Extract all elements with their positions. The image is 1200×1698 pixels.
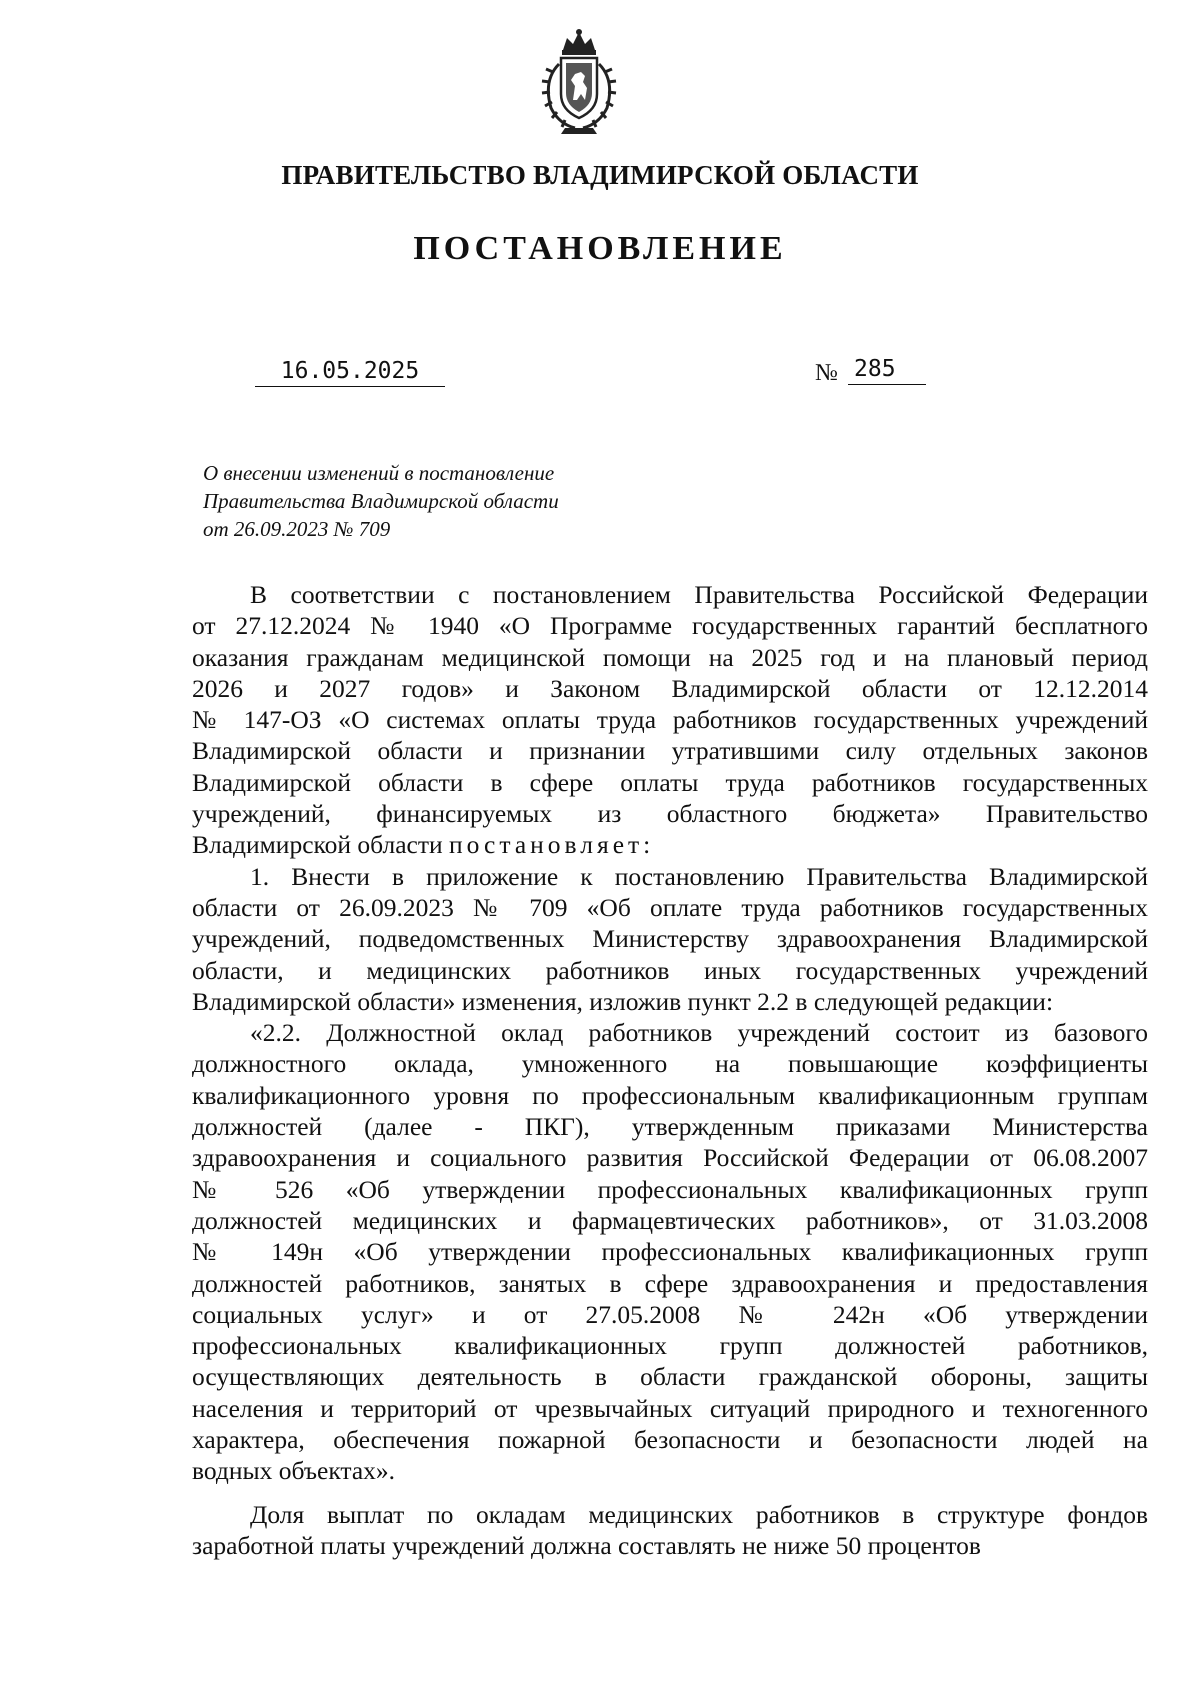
body-line: профессиональных квалификационных групп должностей работников, bbox=[192, 1331, 1148, 1361]
preamble-end: Владимирской области bbox=[192, 830, 450, 860]
body-line: учреждений, финансируемых из областного бюджета» Правительство bbox=[192, 799, 1148, 829]
document-subject bbox=[203, 459, 559, 543]
body-line: квалификационного уровня по профессиональным квалификационным группам bbox=[192, 1080, 1148, 1110]
paragraph-gap bbox=[192, 1487, 1148, 1499]
body-line: учреждений, подведомственных Министерству здравоохранения Владимирской bbox=[192, 924, 1148, 954]
body-line: области от 26.09.2023 № 709 «Об оплате труда работников государственных bbox=[192, 892, 1148, 922]
body-line: водных объектах». bbox=[192, 1456, 396, 1486]
body-line: 1. Внести в приложение к постановлению Правительства Владимирской bbox=[250, 861, 1148, 891]
body-line-decree bbox=[192, 829, 1148, 860]
body-line: социальных услуг» и от 27.05.2008 № 242н «Об утверждении bbox=[192, 1299, 1148, 1329]
document-number: 285 bbox=[848, 354, 926, 385]
body-line: 2026 и 2027 годов» и Законом Владимирской области от 12.12.2014 bbox=[192, 673, 1148, 703]
body-line: Доля выплат по окладам медицинских работников в структуре фондов bbox=[250, 1499, 1148, 1529]
body-line: № 526 «Об утверждении профессиональных квалификационных групп bbox=[192, 1174, 1148, 1204]
document-type-title: ПОСТАНОВЛЕНИЕ bbox=[413, 230, 787, 267]
body-line: № 147-ОЗ «О системах оплаты труда работников государственных учреждений bbox=[192, 705, 1148, 735]
coat-of-arms-emblem bbox=[535, 28, 623, 138]
body-line: здравоохранения и социального развития Российской Федерации от 06.08.2007 bbox=[192, 1143, 1148, 1173]
body-line: должностей (далее - ПКГ), утвержденным приказами Министерства bbox=[192, 1112, 1148, 1142]
body-line: населения и территорий от чрезвычайных ситуаций природного и техногенного bbox=[192, 1393, 1148, 1423]
body-line: В соответствии с постановлением Правительства Российской Федерации bbox=[250, 580, 1148, 609]
body-line: характера, обеспечения пожарной безопасности и безопасности людей на bbox=[192, 1425, 1148, 1455]
body-line: заработной платы учреждений должна составлять не ниже 50 процентов bbox=[192, 1530, 981, 1560]
decree-word: постановляет: bbox=[449, 830, 655, 860]
document-date: 16.05.2025 bbox=[255, 356, 445, 387]
body-line: должностного оклада, умноженного на повышающие коэффициенты bbox=[192, 1049, 1148, 1079]
document-body bbox=[192, 579, 1148, 1561]
body-line: Владимирской области в сфере оплаты труда работников государственных bbox=[192, 767, 1148, 797]
body-line: должностей медицинских и фармацевтических работников», от 31.03.2008 bbox=[192, 1205, 1148, 1235]
subject-line: Правительства Владимирской области bbox=[203, 489, 559, 513]
body-line: Владимирской области» изменения, изложив пункт 2.2 в следующей редакции: bbox=[192, 986, 1054, 1016]
government-title: ПРАВИТЕЛЬСТВО ВЛАДИМИРСКОЙ ОБЛАСТИ bbox=[281, 160, 919, 190]
subject-line: от 26.09.2023 № 709 bbox=[203, 517, 391, 541]
body-line: от 27.12.2024 № 1940 «О Программе государственных гарантий бесплатного bbox=[192, 611, 1148, 641]
body-line: «2.2. Должностной оклад работников учреждений состоит из базового bbox=[250, 1018, 1148, 1048]
body-line: оказания гражданам медицинской помощи на 2025 год и на плановый период bbox=[192, 642, 1148, 672]
body-line: № 149н «Об утверждении профессиональных квалификационных групп bbox=[192, 1237, 1148, 1267]
body-line: должностей работников, занятых в сфере здравоохранения и предоставления bbox=[192, 1268, 1148, 1298]
body-line: осуществляющих деятельность в области гражданской обороны, защиты bbox=[192, 1362, 1148, 1392]
body-line: Владимирской области и признании утратившими силу отдельных законов bbox=[192, 736, 1148, 766]
subject-line: О внесении изменений в постановление bbox=[203, 461, 555, 485]
body-line: области, и медицинских работников иных государственных учреждений bbox=[192, 955, 1148, 985]
number-label: № bbox=[815, 360, 838, 386]
